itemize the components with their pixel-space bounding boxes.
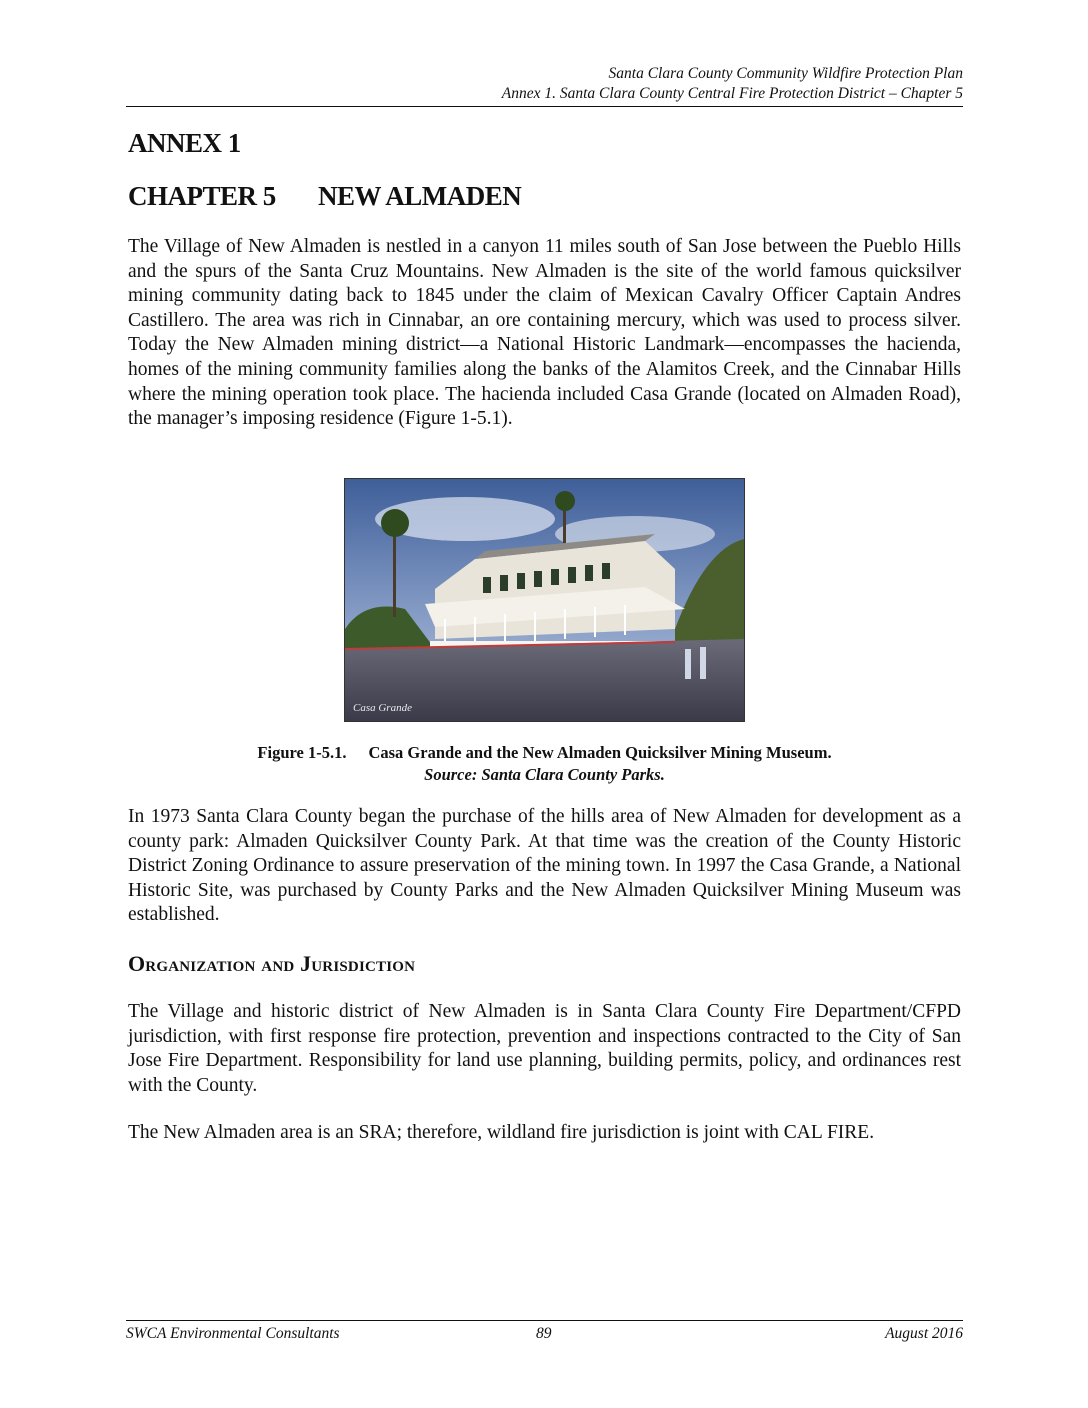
header-rule	[126, 106, 963, 107]
caption-text: Casa Grande and the New Almaden Quicksilver Mining Museum.	[368, 743, 832, 762]
footer-date: August 2016	[885, 1325, 963, 1342]
history-paragraph: In 1973 Santa Clara County began the purchase of the hills area of New Almaden for development as a county park: Almaden Quicksilver County Park. At that time was the creation of the County Historic District Zoning Ordinance to assure preservation of the mining town. In 1997 the Casa Grande, a National Historic Site, was purchased by County Parks and the New Almaden Quicksilver Mining Museum was established.	[128, 806, 961, 926]
section-heading: Organization and Jurisdiction	[128, 951, 416, 976]
jurisdiction-paragraph: The Village and historic district of New Almaden is in Santa Clara County Fire Department/CFPD jurisdiction, with first response fire protection, prevention and inspections contracted to the City of San Jose Fire Department. Responsibility for land use planning, building permits, policy, and ordinances rest with the County.	[128, 1001, 961, 1096]
caption-label: Figure 1-5.1.	[257, 743, 347, 762]
figure-caption	[128, 742, 961, 786]
footer-company: SWCA Environmental Consultants	[126, 1325, 340, 1342]
footer-rule	[126, 1320, 963, 1321]
chapter-heading	[128, 181, 521, 212]
sra-paragraph: The New Almaden area is an SRA; therefore, wildland fire jurisdiction is joint with CAL FIRE.	[128, 1122, 875, 1143]
header-line-2: Annex 1. Santa Clara County Central Fire Protection District – Chapter 5	[501, 85, 963, 102]
page-number: 89	[536, 1325, 552, 1342]
casa-grande-photo	[344, 478, 745, 722]
chapter-title: NEW ALMADEN	[318, 181, 522, 211]
header-line-1: Santa Clara County Community Wildfire Protection Plan	[608, 65, 963, 82]
chapter-number: CHAPTER 5	[128, 181, 276, 211]
annex-title: ANNEX 1	[128, 128, 241, 158]
caption-source: Source: Santa Clara County Parks.	[424, 765, 665, 784]
running-header	[126, 64, 963, 104]
photo-watermark: Casa Grande	[353, 702, 412, 714]
intro-paragraph: The Village of New Almaden is nestled in a canyon 11 miles south of San Jose between the Pueblo Hills and the spurs of the Santa Cruz Mountains. New Almaden is the site of the world famous quicksilver mining community dating back to 1845 under the claim of Mexican Cavalry Officer Captain Andres Castillero. The area was rich in Cinnabar, an ore containing mercury, which was used to process silver. Today the New Almaden mining district—a National Historic Landmark—encompasses the hacienda, homes of the mining community families along the banks of the Alamitos Creek, and the Cinnabar Hills where the mining operation took place. The hacienda included Casa Grande (located on Almaden Road), the manager’s imposing residence (Figure 1-5.1).	[128, 236, 961, 430]
